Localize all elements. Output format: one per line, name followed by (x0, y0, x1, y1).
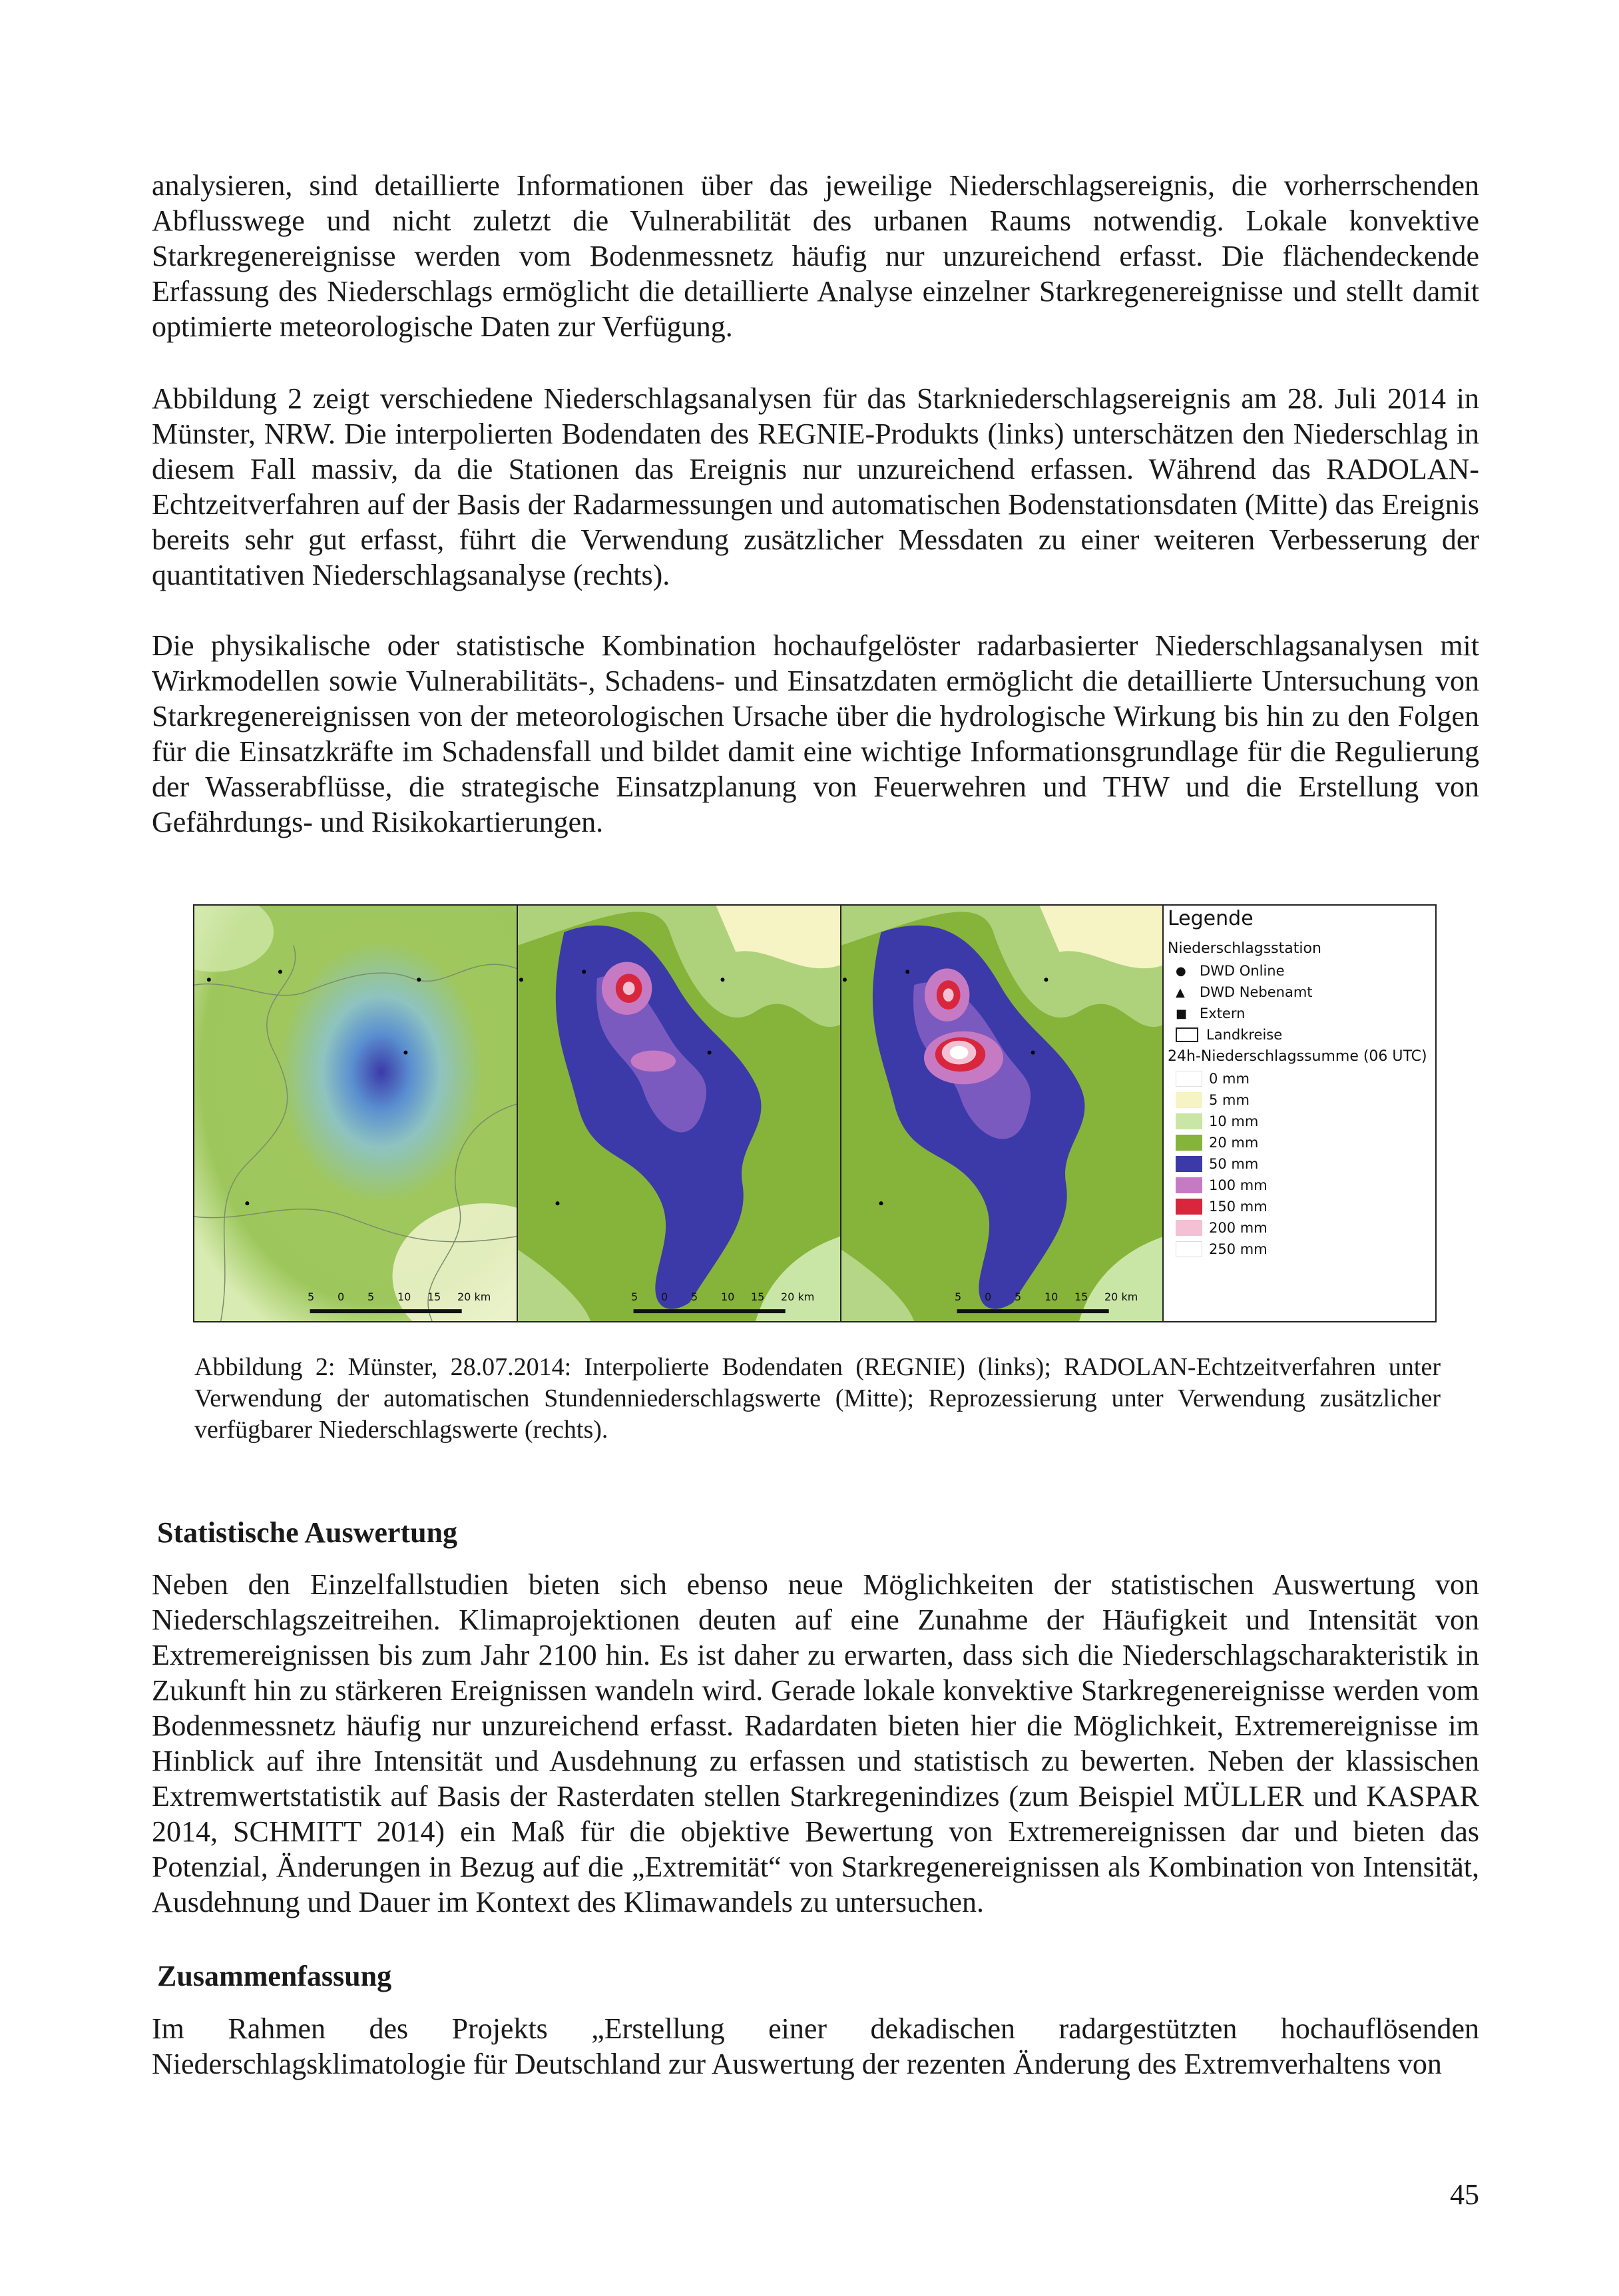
filled-square-icon: ■ (1176, 1006, 1188, 1021)
legend-class-row (1176, 1133, 1258, 1152)
triangle-icon: ▲ (1176, 985, 1185, 1000)
scale-bar-label: 0 (338, 1291, 345, 1303)
legend-class-label: 0 mm (1209, 1071, 1250, 1087)
color-swatch (1176, 1156, 1202, 1172)
paragraph-zusammenfassung: Im Rahmen des Projekts „Erstellung einer dekadischen radargestützten hochauflösenden Niederschlagsklimatologie für Deutschland zur Auswertung der rezenten Änderung des Extremverhaltens von (152, 2012, 1479, 2080)
legend-station-label: DWD Online (1200, 963, 1285, 979)
outline-box-icon (1176, 1027, 1198, 1042)
legend-station-extern (1176, 1004, 1245, 1023)
legend-landkreise (1176, 1025, 1282, 1044)
legend-class-label: 20 mm (1209, 1135, 1259, 1151)
scale-bar-label: 5 (631, 1291, 638, 1303)
scale-bar-label: 15 (751, 1291, 765, 1303)
legend-class-row (1176, 1219, 1268, 1237)
section-heading-zusammenfassung: Zusammenfassung (157, 1960, 392, 1992)
color-swatch (1176, 1092, 1202, 1108)
scale-bar-label: 5 (308, 1291, 315, 1303)
legend-class-row (1176, 1155, 1258, 1173)
scale-bar-label: 0 (985, 1291, 992, 1303)
map-panel-radolan-realtime (517, 904, 841, 1322)
paragraph-intro: analysieren, sind detaillierte Informationen über das jeweilige Niederschlagsereignis, die vorherrschenden Abflusswege und nicht zuletzt die Vulnerabilität des urbanen Raums notwendig. Lokale konvektive Starkregenereignisse werden vom Bodenmessnetz häufig nur unzureichend erfasst. Die flächendeckende Erfassung des Niederschlags ermöglicht die detaillierte Analyse einzelner Starkregenereignisse und stellt damit optimierte meteorologische Daten zur Verfügung. (152, 169, 1479, 343)
color-swatch (1176, 1199, 1202, 1215)
legend-class-label: 50 mm (1209, 1156, 1259, 1172)
color-swatch (1176, 1241, 1202, 1257)
scale-bar-label: 5 (691, 1291, 698, 1303)
legend-class-label: 200 mm (1209, 1220, 1268, 1236)
color-swatch (1176, 1135, 1202, 1151)
legend-sum-title: 24h-Niederschlagssumme (06 UTC) (1168, 1048, 1427, 1065)
legend-class-row (1176, 1112, 1258, 1131)
paragraph-combination: Die physikalische oder statistische Kombination hochaufgelöster radarbasierter Niederschlagsanalysen mit Wirkmodellen sowie Vulnerabilitäts-, Schadens- und Einsatzdaten ermöglicht die detaillierte Untersuchung von Starkregenereignissen von der meteorologischen Ursache über die hydrologische Wirkung bis hin zu den Folgen für die Einsatzkräfte im Schadensfall und bildet damit eine wichtige Informationsgrundlage für die Regulierung der Wasserabflüsse, die strategische Einsatzplanung von Feuerwehren und THW und die Erstellung von Gefährdungs- und Risikokartierungen. (152, 629, 1479, 838)
section-heading-statistik: Statistische Auswertung (157, 1516, 458, 1549)
legend-class-label: 150 mm (1209, 1199, 1268, 1215)
legend-station-nebenamt (1176, 983, 1313, 1002)
color-swatch (1176, 1220, 1202, 1236)
figure-caption: Abbildung 2: Münster, 28.07.2014: Interpolierte Bodendaten (REGNIE) (links); RADOLAN-Echtzeitverfahren unter Verwendung der automatischen Stundenniederschlagswerte (Mitte); Reprozessierung unter Verwendung zusätzlicher verfügbarer Niederschlagswerte (rechts). (194, 1353, 1441, 1444)
map-panel-reprocessed (840, 904, 1165, 1322)
scale-bar-label: 20 km (457, 1291, 491, 1303)
map-legend (1162, 904, 1437, 1322)
legend-class-label: 100 mm (1209, 1177, 1268, 1193)
legend-class-label: 250 mm (1209, 1241, 1268, 1257)
scale-bar-label: 20 km (1104, 1291, 1138, 1303)
legend-class-label: 5 mm (1209, 1092, 1250, 1108)
color-swatch (1176, 1113, 1202, 1129)
legend-class-row (1176, 1091, 1250, 1109)
filled-circle-icon: ● (1176, 964, 1186, 978)
paragraph-figure-description: Abbildung 2 zeigt verschiedene Niederschlagsanalysen für das Starkniederschlagsereignis am 28. Juli 2014 in Münster, NRW. Die interpolierten Bodendaten des REGNIE-Produkts (links) unterschätzen den Niederschlag in diesem Fall massiv, da die Stationen das Ereignis nur unzureichend erfassen. Während das RADOLAN-Echtzeitverfahren auf der Basis der Radarmessungen und automatischen Bodenstationsdaten (Mitte) das Ereignis bereits sehr gut erfasst, führt die Verwendung zusätzlicher Messdaten zu einer weiteren Verbesserung der quantitativen Niederschlagsanalyse (rechts). (152, 382, 1479, 591)
legend-station-label: DWD Nebenamt (1200, 984, 1313, 1000)
legend-stations-title: Niederschlagsstation (1168, 940, 1321, 957)
scale-bar-label: 0 (661, 1291, 668, 1303)
scale-bar-label: 10 (721, 1291, 735, 1303)
scale-bar-label: 10 (1044, 1291, 1058, 1303)
map-panel-regnie (193, 904, 518, 1322)
legend-station-online (1176, 962, 1285, 980)
legend-class-row (1176, 1069, 1250, 1088)
page-number: 45 (1450, 2178, 1479, 2211)
precipitation-figure (193, 904, 1438, 1322)
legend-class-label: 10 mm (1209, 1113, 1259, 1129)
legend-class-row (1176, 1176, 1268, 1195)
scale-bar-label: 15 (427, 1291, 441, 1303)
scale-bar-label: 10 (397, 1291, 411, 1303)
scale-bar-label: 5 (1015, 1291, 1022, 1303)
color-swatch (1176, 1177, 1202, 1193)
scale-bar-label: 15 (1074, 1291, 1088, 1303)
paragraph-statistik: Neben den Einzelfallstudien bieten sich ebenso neue Möglichkeiten der statistischen Auswertung von Niederschlagszeitreihen. Klimaprojektionen deuten auf eine Zunahme der Häufigkeit und Intensität von Extremereignissen bis zum Jahr 2100 hin. Es ist daher zu erwarten, dass sich die Niederschlagscharakteristik in Zukunft hin zu stärkeren Ereignissen wandeln wird. Gerade lokale konvektive Starkregenereignisse werden vom Bodenmessnetz häufig nur unzureichend erfasst. Radardaten bieten hier die Möglichkeit, Extremereignisse im Hinblick auf ihre Intensität und Ausdehnung zu erfassen und statistisch zu bewerten. Neben der klassischen Extremwertstatistik auf Basis der Rasterdaten stellen Starkregenindizes (zum Beispiel MÜLLER und KASPAR 2014, SCHMITT 2014) ein Maß für die objektive Bewertung von Extremereignissen dar und bieten das Potenzial, Änderungen in Bezug auf die „Extremität“ von Starkregenereignissen als Kombination von Intensität, Ausdehnung und Dauer im Kontext des Klimawandels zu untersuchen. (152, 1568, 1479, 1918)
legend-title: Legende (1168, 907, 1254, 930)
legend-class-row (1176, 1240, 1268, 1259)
legend-class-row (1176, 1197, 1268, 1216)
scale-bar-label: 5 (367, 1291, 375, 1303)
legend-landkreise-label: Landkreise (1206, 1027, 1283, 1043)
legend-station-label: Extern (1200, 1005, 1246, 1021)
scale-bar-label: 20 km (781, 1291, 815, 1303)
color-swatch (1176, 1071, 1202, 1087)
scale-bar-label: 5 (955, 1291, 962, 1303)
